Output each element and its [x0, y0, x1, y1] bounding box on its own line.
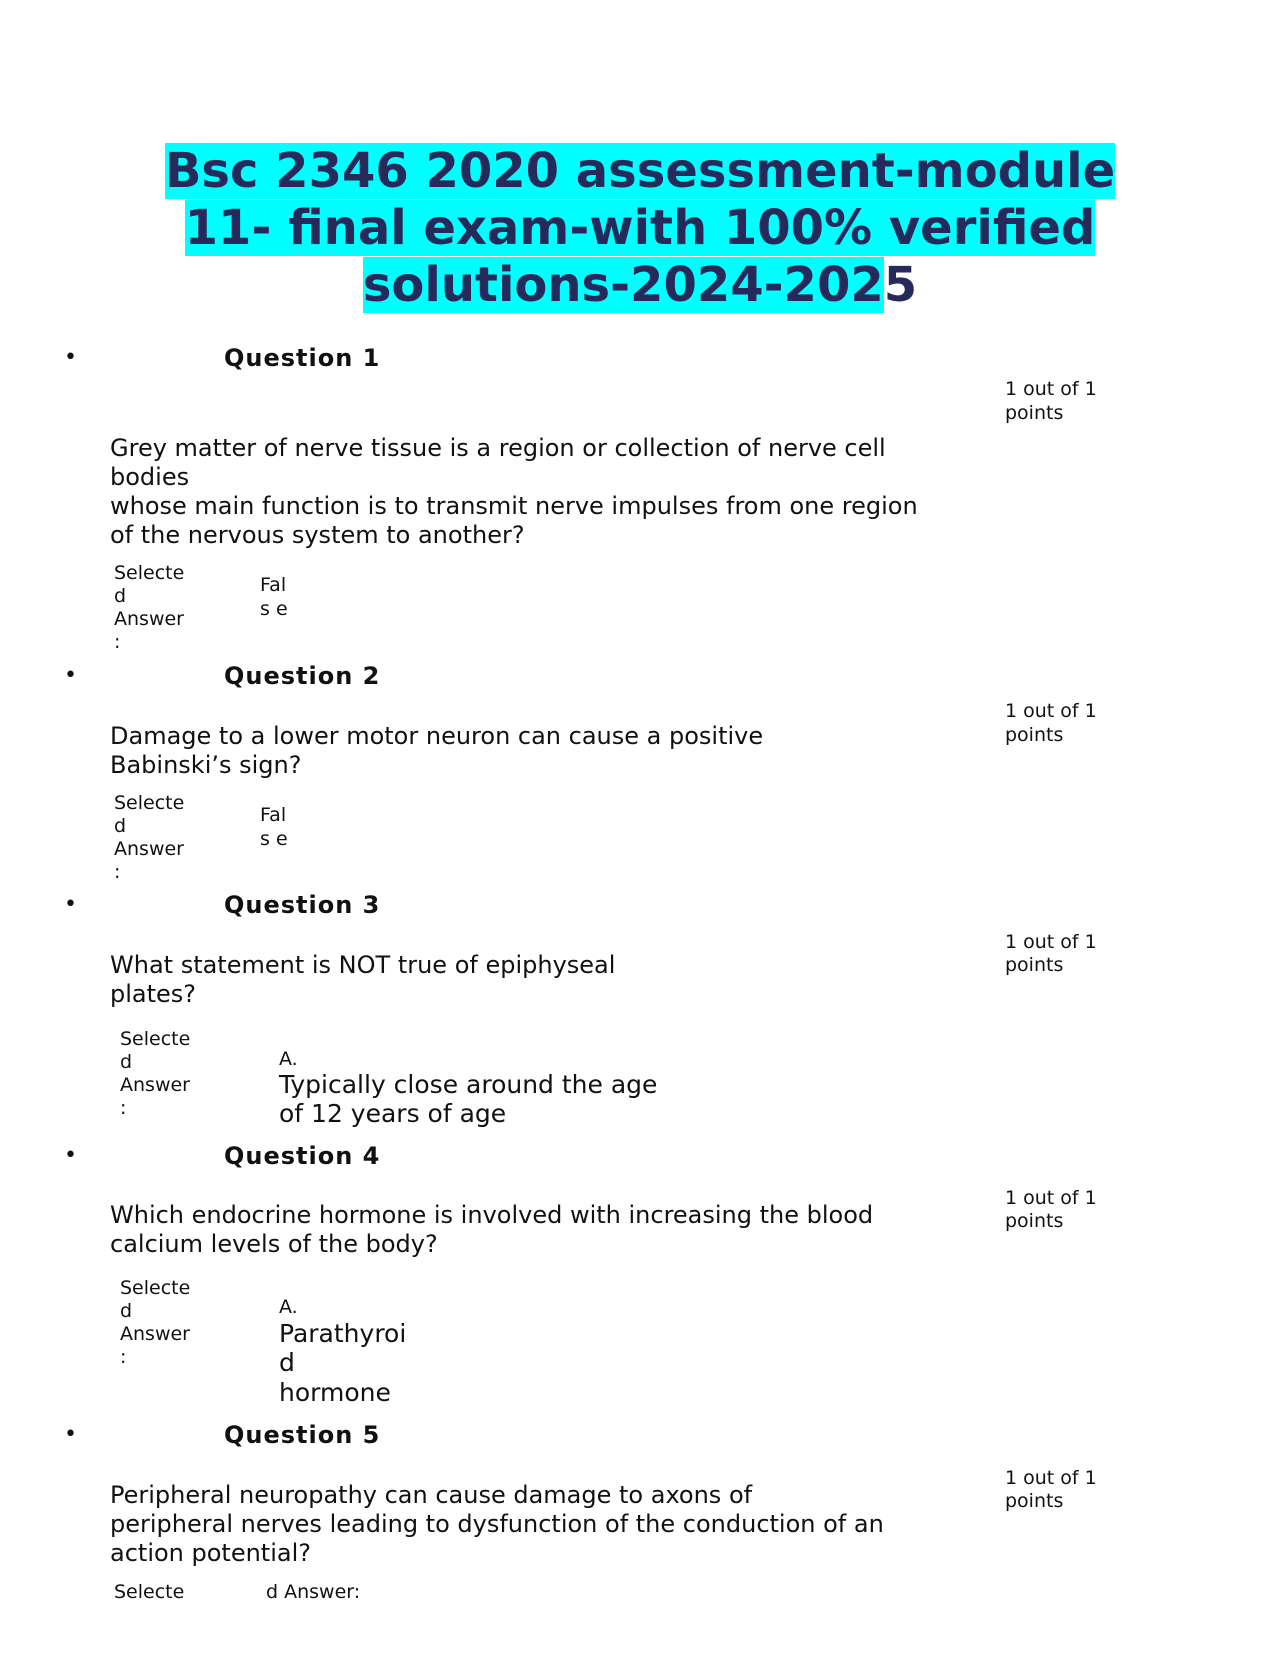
title-line-2: 11- final exam-with 100% verified [184, 200, 1096, 256]
points: 1 out of 1 [1005, 1467, 1097, 1489]
points: 1 out of 1 [1005, 931, 1097, 953]
points: points [1005, 954, 1064, 976]
selected-answer-label: d [114, 585, 127, 607]
selected-answer-label: Selecte [114, 1581, 185, 1603]
answer-letter: A. [279, 1048, 298, 1070]
question-text: What statement is NOT true of epiphyseal [110, 951, 616, 979]
selected-answer-label: Selecte [114, 792, 185, 814]
answer-value: s e [260, 598, 288, 620]
selected-answer-label: Answer [114, 838, 184, 860]
answer-value: hormone [279, 1378, 391, 1407]
answer-value: Fal [260, 574, 287, 596]
question-text: Peripheral neuropathy can cause damage to axons of [110, 1481, 753, 1509]
points: points [1005, 402, 1064, 424]
question-heading: Question 5 [224, 1421, 381, 1449]
points: points [1005, 1210, 1064, 1232]
answer-value: Parathyroi [279, 1319, 407, 1348]
title-line-1: Bsc 2346 2020 assessment-module [164, 143, 1116, 199]
selected-answer-label: Selecte [120, 1277, 191, 1299]
title-trailing: 5 [883, 257, 918, 313]
answer-value: Fal [260, 804, 287, 826]
bullet-icon: • [64, 663, 77, 688]
bullet-icon: • [64, 345, 77, 370]
bullet-icon: • [64, 892, 77, 917]
selected-answer-label: d [120, 1300, 133, 1322]
selected-answer-label: Selecte [120, 1028, 191, 1050]
answer-letter: A. [279, 1296, 298, 1318]
question-text: peripheral nerves leading to dysfunction of the conduction of an [110, 1510, 884, 1538]
question-text: bodies [110, 463, 190, 491]
question-heading: Question 2 [224, 662, 381, 690]
question-text: calcium levels of the body? [110, 1230, 438, 1258]
question-text: of the nervous system to another? [110, 521, 525, 549]
answer-value: s e [260, 828, 288, 850]
document-title [0, 143, 1280, 314]
selected-answer-label: d Answer: [266, 1581, 361, 1603]
question-text: Babinski’s sign? [110, 751, 302, 779]
points: 1 out of 1 [1005, 378, 1097, 400]
question-text: Grey matter of nerve tissue is a region or collection of nerve cell [110, 434, 886, 462]
selected-answer-label: Answer [114, 608, 184, 630]
question-text: Damage to a lower motor neuron can cause a positive [110, 722, 764, 750]
question-heading: Question 4 [224, 1142, 381, 1170]
selected-answer-label: : [120, 1346, 127, 1368]
selected-answer-label: d [114, 815, 127, 837]
bullet-icon: • [64, 1143, 77, 1168]
points: 1 out of 1 [1005, 700, 1097, 722]
answer-value: of 12 years of age [279, 1099, 507, 1128]
selected-answer-label: : [114, 631, 121, 653]
answer-value: Typically close around the age [279, 1070, 658, 1099]
selected-answer-label: : [114, 861, 121, 883]
selected-answer-label: Selecte [114, 562, 185, 584]
question-heading: Question 1 [224, 344, 381, 372]
answer-value: d [279, 1348, 295, 1377]
title-line-3: solutions-2024-202 [362, 257, 884, 313]
selected-answer-label: Answer [120, 1323, 190, 1345]
question-text: whose main function is to transmit nerve impulses from one region [110, 492, 918, 520]
bullet-icon: • [64, 1422, 77, 1447]
question-heading: Question 3 [224, 891, 381, 919]
question-text: Which endocrine hormone is involved with increasing the blood [110, 1201, 874, 1229]
points: points [1005, 1490, 1064, 1512]
question-text: plates? [110, 980, 197, 1008]
points: 1 out of 1 [1005, 1187, 1097, 1209]
selected-answer-label: Answer [120, 1074, 190, 1096]
selected-answer-label: d [120, 1051, 133, 1073]
question-text: action potential? [110, 1539, 311, 1567]
selected-answer-label: : [120, 1097, 127, 1119]
points: points [1005, 724, 1064, 746]
